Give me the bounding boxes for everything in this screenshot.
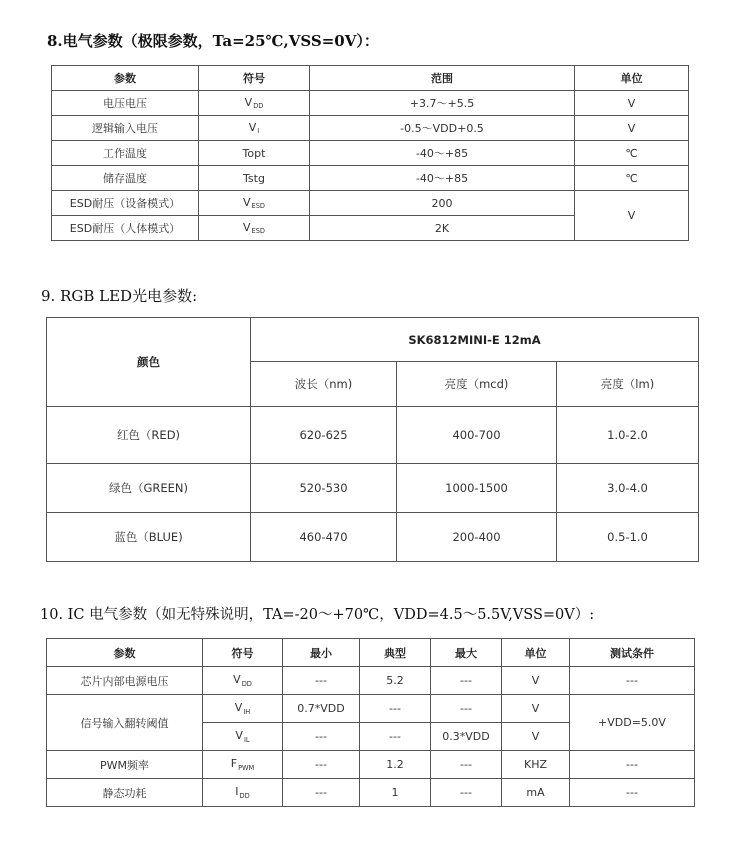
condition-cell: --- (570, 751, 695, 779)
rgb-led-table (46, 317, 699, 562)
header-symbol: 符号 (203, 639, 283, 667)
symbol-cell: $V_{DD}$ (199, 91, 310, 116)
header-unit: 单位 (575, 66, 689, 91)
header-model: SK6812MINI-E 12mA (251, 318, 699, 362)
header-color: 颜色 (47, 318, 251, 407)
lm-cell: 1.0-2.0 (557, 407, 699, 464)
min-cell: --- (283, 723, 360, 751)
symbol-cell: $V_{ESD}$ (199, 191, 310, 216)
symbol-cell: $V_{DD}$ (203, 667, 283, 695)
table-row (47, 513, 699, 562)
header-param: 参数 (52, 66, 199, 91)
min-cell: 0.7*VDD (283, 695, 360, 723)
param-cell: 储存温度 (52, 166, 199, 191)
param-cell: ESD耐压（人体模式） (52, 216, 199, 241)
color-cell: 蓝色（BLUE) (47, 513, 251, 562)
symbol-cell: $V_{IH}$ (203, 695, 283, 723)
header-condition: 测试条件 (570, 639, 695, 667)
param-cell: 逻辑输入电压 (52, 116, 199, 141)
table-header-row (52, 66, 689, 91)
table-row (47, 407, 699, 464)
wavelength-cell: 620-625 (251, 407, 397, 464)
mcd-cell: 400-700 (397, 407, 557, 464)
lm-cell: 0.5-1.0 (557, 513, 699, 562)
table-row (47, 779, 695, 807)
unit-cell: V (575, 116, 689, 141)
lm-cell: 3.0-4.0 (557, 464, 699, 513)
typ-cell: --- (360, 723, 431, 751)
max-cell: --- (431, 779, 502, 807)
section9-title: 9. RGB LED光电参数: (41, 287, 198, 305)
range-cell: 200 (310, 191, 575, 216)
unit-cell: mA (502, 779, 570, 807)
table-row (52, 141, 689, 166)
mcd-cell: 200-400 (397, 513, 557, 562)
typ-cell: 1.2 (360, 751, 431, 779)
symbol-cell: Topt (199, 141, 310, 166)
unit-cell: V (575, 191, 689, 241)
section10-title: 10. IC 电气参数（如无特殊说明，TA=-20～+70℃，VDD=4.5～5.5V,VSS=0V）: (40, 607, 595, 623)
param-cell: 芯片内部电源电压 (47, 667, 203, 695)
symbol-cell: Tstg (199, 166, 310, 191)
unit-cell: ℃ (575, 166, 689, 191)
range-cell: -40～+85 (310, 166, 575, 191)
param-cell: 静态功耗 (47, 779, 203, 807)
header-wavelength: 波长（nm) (251, 362, 397, 407)
param-cell: PWM频率 (47, 751, 203, 779)
table-header-row (47, 318, 699, 362)
mcd-cell: 1000-1500 (397, 464, 557, 513)
header-typ: 典型 (360, 639, 431, 667)
range-cell: +3.7～+5.5 (310, 91, 575, 116)
table-row (52, 91, 689, 116)
unit-cell: V (502, 723, 570, 751)
min-cell: --- (283, 667, 360, 695)
unit-cell: V (575, 91, 689, 116)
table-row (47, 464, 699, 513)
symbol-cell: $F_{PWM}$ (203, 751, 283, 779)
symbol-cell: $V_{IL}$ (203, 723, 283, 751)
unit-cell: V (502, 695, 570, 723)
unit-cell: KHZ (502, 751, 570, 779)
typ-cell: --- (360, 695, 431, 723)
header-range: 范围 (310, 66, 575, 91)
table-row (47, 695, 695, 723)
unit-cell: ℃ (575, 141, 689, 166)
max-cell: --- (431, 751, 502, 779)
absolute-max-ratings-table (51, 65, 689, 241)
param-cell: 电压电压 (52, 91, 199, 116)
table-row (52, 116, 689, 141)
min-cell: --- (283, 779, 360, 807)
symbol-cell: $V_I$ (199, 116, 310, 141)
table-row (47, 751, 695, 779)
wavelength-cell: 460-470 (251, 513, 397, 562)
wavelength-cell: 520-530 (251, 464, 397, 513)
table-header-row (47, 639, 695, 667)
condition-cell: --- (570, 667, 695, 695)
header-symbol: 符号 (199, 66, 310, 91)
range-cell: -0.5～VDD+0.5 (310, 116, 575, 141)
section8-title: 8.电气参数（极限参数，Ta=25℃,VSS=0V）： (47, 32, 379, 50)
param-cell: ESD耐压（设备模式） (52, 191, 199, 216)
unit-cell: V (502, 667, 570, 695)
header-brightness-lm: 亮度（lm) (557, 362, 699, 407)
param-cell: 工作温度 (52, 141, 199, 166)
header-brightness-mcd: 亮度（mcd) (397, 362, 557, 407)
symbol-cell: $I_{DD}$ (203, 779, 283, 807)
table-row (52, 166, 689, 191)
max-cell: --- (431, 667, 502, 695)
color-cell: 红色（RED) (47, 407, 251, 464)
header-min: 最小 (283, 639, 360, 667)
color-cell: 绿色（GREEN) (47, 464, 251, 513)
min-cell: --- (283, 751, 360, 779)
header-unit: 单位 (502, 639, 570, 667)
param-cell: 信号输入翻转阈值 (47, 695, 203, 751)
condition-cell: +VDD=5.0V (570, 695, 695, 751)
table-row (52, 191, 689, 216)
max-cell: 0.3*VDD (431, 723, 502, 751)
header-param: 参数 (47, 639, 203, 667)
header-max: 最大 (431, 639, 502, 667)
max-cell: --- (431, 695, 502, 723)
condition-cell: --- (570, 779, 695, 807)
table-row (47, 667, 695, 695)
typ-cell: 1 (360, 779, 431, 807)
symbol-cell: $V_{ESD}$ (199, 216, 310, 241)
typ-cell: 5.2 (360, 667, 431, 695)
range-cell: -40～+85 (310, 141, 575, 166)
ic-electrical-table (46, 638, 695, 807)
range-cell: 2K (310, 216, 575, 241)
